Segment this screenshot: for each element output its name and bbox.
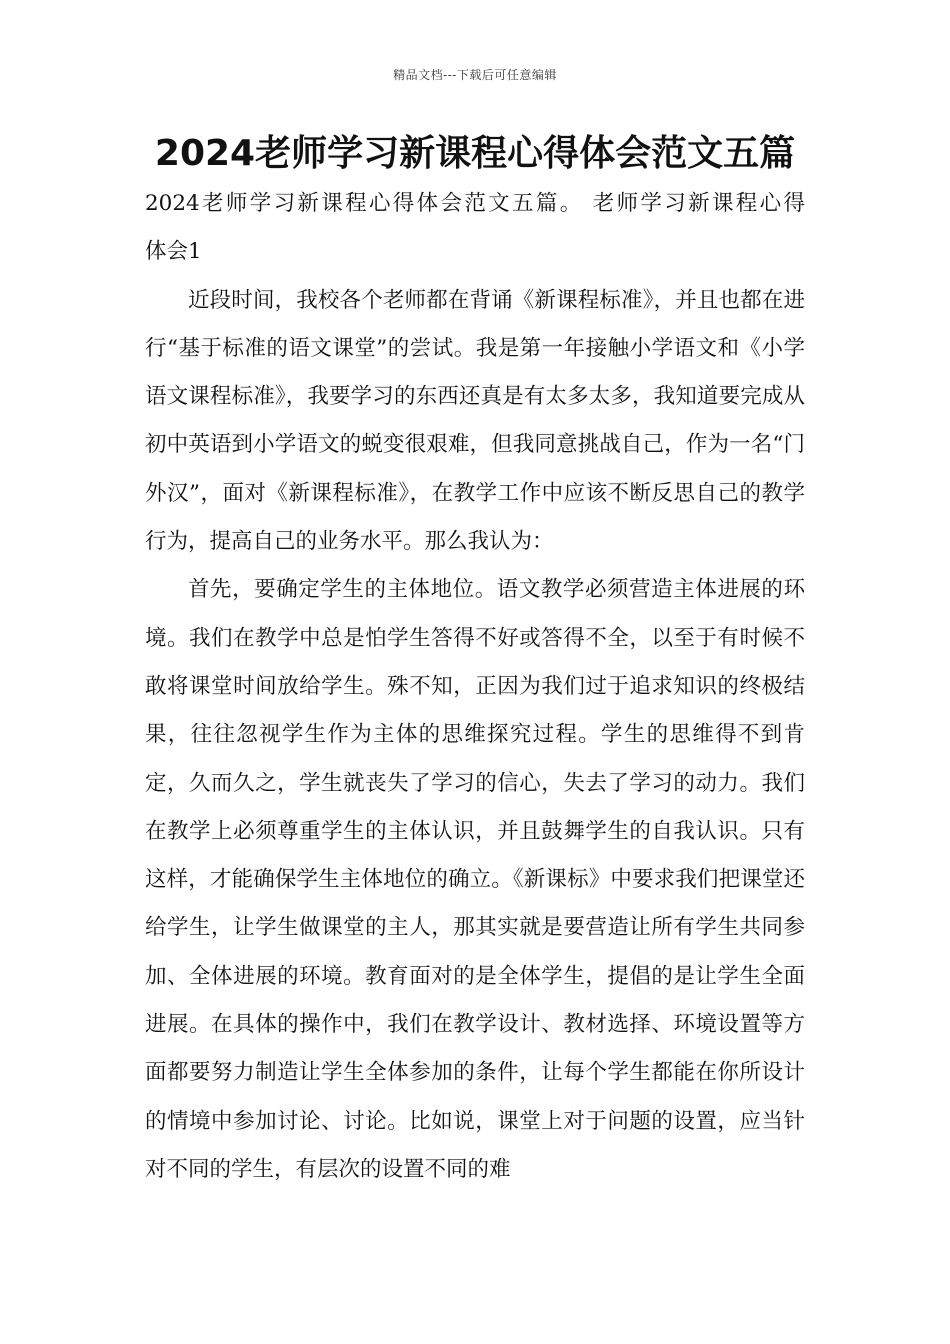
document-title: 2024老师学习新课程心得体会范文五篇 <box>154 133 796 174</box>
header-note: 精品文档---下载后可任意编辑 <box>393 68 557 82</box>
intro-line-1: 2024老师学习新课程心得体会范文五篇。 老师学习新课程心得 <box>145 191 805 216</box>
document-body <box>145 180 805 1194</box>
paragraph-2: 首先，要确定学生的主体地位。语文教学必须营造主体进展的环境。我们在教学中总是怕学生答得不好或答得不全，以至于有时候不敢将课堂时间放给学生。殊不知，正因为我们过于追求知识的终极结果，往往忽视学生作为主体的思维探究过程。学生的思维得不到肯定，久而久之，学生就丧失了学习的信心，失去了学习的动力。我们在教学上必须尊重学生的主体认识，并且鼓舞学生的自我认识。只有这样，才能确保学生主体地位的确立。《新课标》中要求我们把课堂还给学生，让学生做课堂的主人，那其实就是要营造让所有学生共同参加、全体进展的环境。教育面对的是全体学生，提倡的是让学生全面进展。在具体的操作中，我们在教学设计、教材选择、环境设置等方面都要努力制造让学生全体参加的条件，让每个学生都能在你所设计的情境中参加讨论、讨论。比如说，课堂上对于问题的设置，应当针对不同的学生，有层次的设置不同的难 <box>145 577 805 1182</box>
paragraph-1: 近段时间，我校各个老师都在背诵《新课程标准》，并且也都在进行“基于标准的语文课堂”的尝试。我是第一年接触小学语文和《小学语文课程标准》，我要学习的东西还真是有太多太多，我知道要完成从初中英语到小学语文的蜕变很艰难，但我同意挑战自己，作为一名“门外汉”，面对《新课程标准》，在教学工作中应该不断反思自己的教学行为，提高自己的业务水平。那么我认为： <box>145 287 805 555</box>
intro-line-2: 体会1 <box>145 239 202 265</box>
